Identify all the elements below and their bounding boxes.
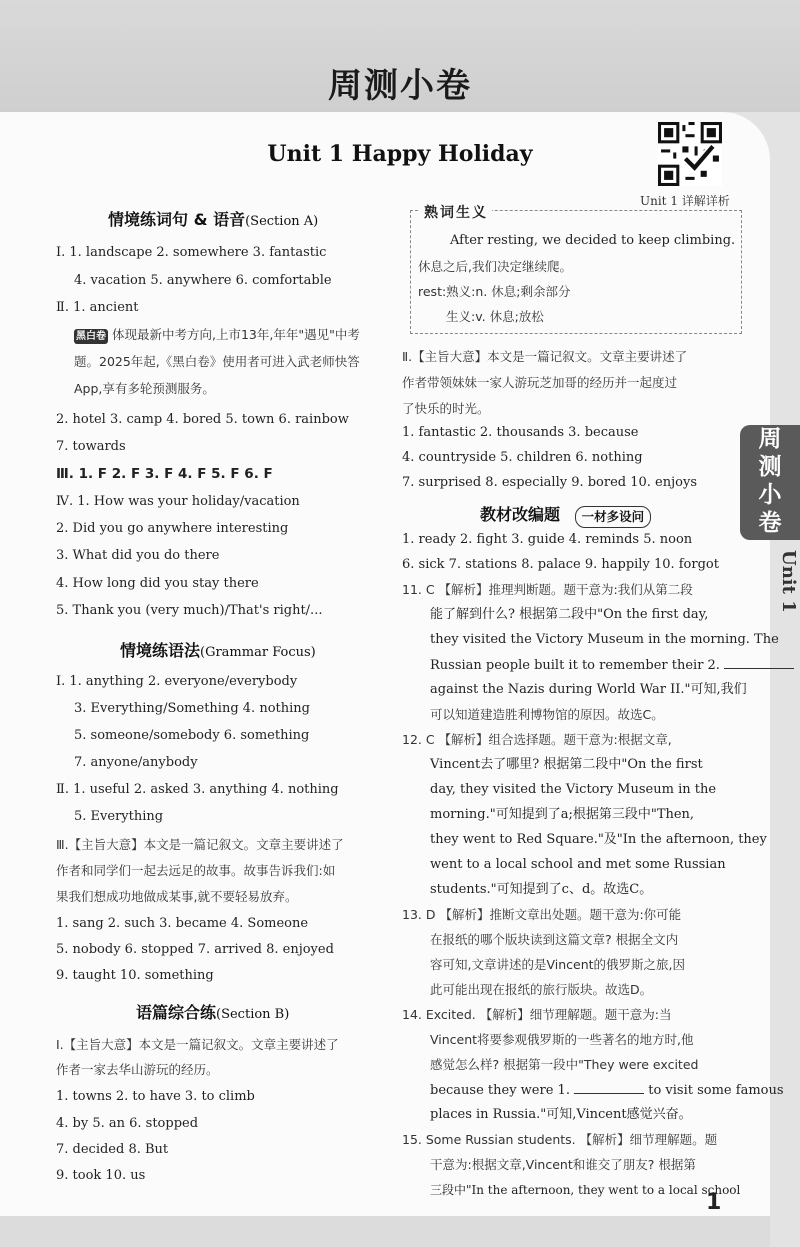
side-unit-label: Unit 1 xyxy=(778,550,799,613)
side-tab-char: 周 xyxy=(758,426,782,452)
answer-line: 3. What did you do there xyxy=(56,548,220,563)
explain-line: 14. Excited. 【解析】细节理解题。题干意为:当 xyxy=(402,1007,672,1022)
section-subtitle: (Grammar Focus) xyxy=(200,645,316,660)
explain-text: because they were 1. xyxy=(430,1083,570,1098)
section-badge: 一材多设问 xyxy=(575,506,652,528)
explain-line: day, they visited the Victory Museum in the xyxy=(430,782,717,797)
promo-line xyxy=(74,326,360,344)
main-idea-line: Ⅰ.【主旨大意】本文是一篇记叙文。文章主要讲述了 xyxy=(56,1037,339,1052)
answer-line: 1. fantastic 2. thousands 3. because xyxy=(402,425,639,440)
promo-text: 体现最新中考方向,上市13年,年年"遇见"中考 xyxy=(112,327,360,342)
answer-line: 2. Did you go anywhere interesting xyxy=(56,521,289,536)
answer-line: 1. sang 2. such 3. became 4. Someone xyxy=(56,916,309,931)
main-idea-line: Ⅲ.【主旨大意】本文是一篇记叙文。文章主要讲述了 xyxy=(56,837,344,852)
answer-line: Ⅱ. 1. ancient xyxy=(56,300,139,315)
answer-line: Ⅱ. 1. useful 2. asked 3. anything 4. nothing xyxy=(56,782,339,797)
section-title-text: 情境练语法 xyxy=(120,641,201,660)
explain-line: 在报纸的哪个版块读到这篇文章? 根据全文内 xyxy=(430,932,679,947)
answer-blank xyxy=(574,1081,644,1094)
vocab-line: rest:熟义:n. 休息;剩余部分 xyxy=(418,284,571,299)
explain-line: students."可知提到了c、d。故选C。 xyxy=(430,882,653,897)
answer-line: 5. someone/somebody 6. something xyxy=(74,728,310,743)
answer-line: 3. Everything/Something 4. nothing xyxy=(74,701,310,716)
answer-line: Ⅰ. 1. anything 2. everyone/everybody xyxy=(56,674,298,689)
explain-line: against the Nazis during World War II."可知,我们 xyxy=(430,682,747,697)
vocab-line: 生义:v. 休息;放松 xyxy=(446,309,544,324)
main-idea-line: 作者和同学们一起去远足的故事。故事告诉我们:如 xyxy=(56,863,336,878)
unit-title: Unit 1 Happy Holiday xyxy=(267,141,533,167)
answer-line: Ⅳ. 1. How was your holiday/vacation xyxy=(56,494,300,509)
answer-line: 4. vacation 5. anywhere 6. comfortable xyxy=(74,273,332,288)
bottom-strip xyxy=(0,1216,770,1247)
main-idea-line: 作者带领妹妹一家人游玩芝加哥的经历并一起度过 xyxy=(402,375,678,390)
promo-line: App,享有多轮预测服务。 xyxy=(74,381,215,396)
vocab-line: After resting, we decided to keep climbing. xyxy=(450,233,736,248)
explain-line: 三段中"In the afternoon, they went to a local school xyxy=(430,1183,741,1197)
side-tab-char: 测 xyxy=(758,454,782,480)
answer-line: 9. taught 10. something xyxy=(56,968,214,983)
explain-line: 感觉怎么样? 根据第一段中"They were excited xyxy=(430,1057,699,1072)
answer-line: 5. Thank you (very much)/That's right/... xyxy=(56,603,323,618)
badge-wrap xyxy=(572,506,668,526)
answer-line: 1. towns 2. to have 3. to climb xyxy=(56,1089,255,1104)
explain-line: 此可能出现在报纸的旅行版块。故选D。 xyxy=(430,982,653,997)
explain-line: 11. C 【解析】推理判断题。题干意为:我们从第二段 xyxy=(402,582,693,597)
explain-line: 能了解到什么? 根据第二段中"On the first day, xyxy=(430,607,709,622)
answer-line: 5. nobody 6. stopped 7. arrived 8. enjoyed xyxy=(56,942,334,957)
explain-text: to visit some famous xyxy=(648,1083,784,1098)
main-idea-line: 了快乐的时光。 xyxy=(402,401,490,416)
answer-line: 7. towards xyxy=(56,439,126,454)
page-number: 1 xyxy=(706,1190,722,1215)
answer-line: Ⅲ. 1. F 2. F 3. F 4. F 5. F 6. F xyxy=(56,466,273,482)
explain-line xyxy=(430,656,794,675)
answer-line: 4. countryside 5. children 6. nothing xyxy=(402,450,643,465)
explain-line: 容可知,文章讲述的是Vincent的俄罗斯之旅,因 xyxy=(430,957,686,972)
answer-line: 9. took 10. us xyxy=(56,1168,146,1183)
main-idea-line: 果我们想成功地做成某事,就不要轻易放弃。 xyxy=(56,889,298,904)
explain-line: 可以知道建造胜利博物馆的原因。故选C。 xyxy=(430,707,664,722)
answer-line: 7. surprised 8. especially 9. bored 10. enjoys xyxy=(402,475,697,490)
explain-line xyxy=(430,1081,784,1100)
answer-line: Ⅰ. 1. landscape 2. somewhere 3. fantastic xyxy=(56,245,327,260)
explain-line: places in Russia."可知,Vincent感觉兴奋。 xyxy=(430,1107,692,1122)
section-title xyxy=(120,638,316,661)
answer-line: 7. anyone/anybody xyxy=(74,755,198,770)
explain-line: they went to Red Square."及"In the afternoon, they xyxy=(430,832,767,847)
explain-line: Vincent将要参观俄罗斯的一些著名的地方时,他 xyxy=(430,1032,694,1047)
section-title-text: 教材改编题 xyxy=(480,505,561,524)
section-title-text: 情境练词句 & 语音 xyxy=(108,210,246,229)
answer-line: 7. decided 8. But xyxy=(56,1142,169,1157)
side-tab xyxy=(740,425,800,540)
section-title-text: 语篇综合练 xyxy=(136,1003,217,1022)
answer-line: 2. hotel 3. camp 4. bored 5. town 6. rainbow xyxy=(56,412,349,427)
section-title xyxy=(108,207,318,230)
explain-line: 12. C 【解析】组合选择题。题干意为:根据文章, xyxy=(402,732,672,747)
answer-line: 4. How long did you stay there xyxy=(56,576,259,591)
explain-line: 干意为:根据文章,Vincent和谁交了朋友? 根据第 xyxy=(430,1157,696,1172)
explain-line: went to a local school and met some Russian xyxy=(430,857,726,872)
main-idea-line: Ⅱ.【主旨大意】本文是一篇记叙文。文章主要讲述了 xyxy=(402,349,688,364)
explain-line: they visited the Victory Museum in the morning. The xyxy=(430,632,779,647)
section-title xyxy=(136,1000,289,1023)
side-tab-char: 小 xyxy=(758,482,782,508)
explain-text: Russian people built it to remember their 2. xyxy=(430,658,720,673)
vocab-box-title: 熟词生义 xyxy=(420,202,492,222)
explain-line: Vincent去了哪里? 根据第二段中"On the first xyxy=(430,757,703,772)
vocab-line: 休息之后,我们决定继续爬。 xyxy=(418,259,572,274)
side-tab-char: 卷 xyxy=(758,510,782,536)
answer-line: 1. ready 2. fight 3. guide 4. reminds 5. noon xyxy=(402,532,693,547)
banner-title: 周测小卷 xyxy=(328,66,472,106)
promo-line: 题。2025年起,《黑白卷》使用者可进入武老师快答 xyxy=(74,354,360,369)
explain-line: 15. Some Russian students. 【解析】细节理解题。题 xyxy=(402,1132,718,1147)
section-subtitle: (Section A) xyxy=(245,214,319,229)
section-title xyxy=(480,502,668,526)
answer-line: 6. sick 7. stations 8. palace 9. happily 10. forgot xyxy=(402,557,719,572)
explain-line: 13. D 【解析】推断文章出处题。题干意为:你可能 xyxy=(402,907,682,922)
answer-line: 5. Everything xyxy=(74,809,164,824)
heibai-tag: 黑白卷 xyxy=(76,331,106,342)
answer-line: 4. by 5. an 6. stopped xyxy=(56,1116,199,1131)
section-subtitle: (Section B) xyxy=(216,1007,290,1022)
qr-caption: Unit 1 详解详析 xyxy=(640,194,730,208)
qr-code-icon[interactable] xyxy=(658,122,722,186)
main-idea-line: 作者一家去华山游玩的经历。 xyxy=(56,1062,219,1077)
answer-blank xyxy=(724,656,794,669)
explain-line: morning."可知提到了a;根据第三段中"Then, xyxy=(430,807,695,822)
